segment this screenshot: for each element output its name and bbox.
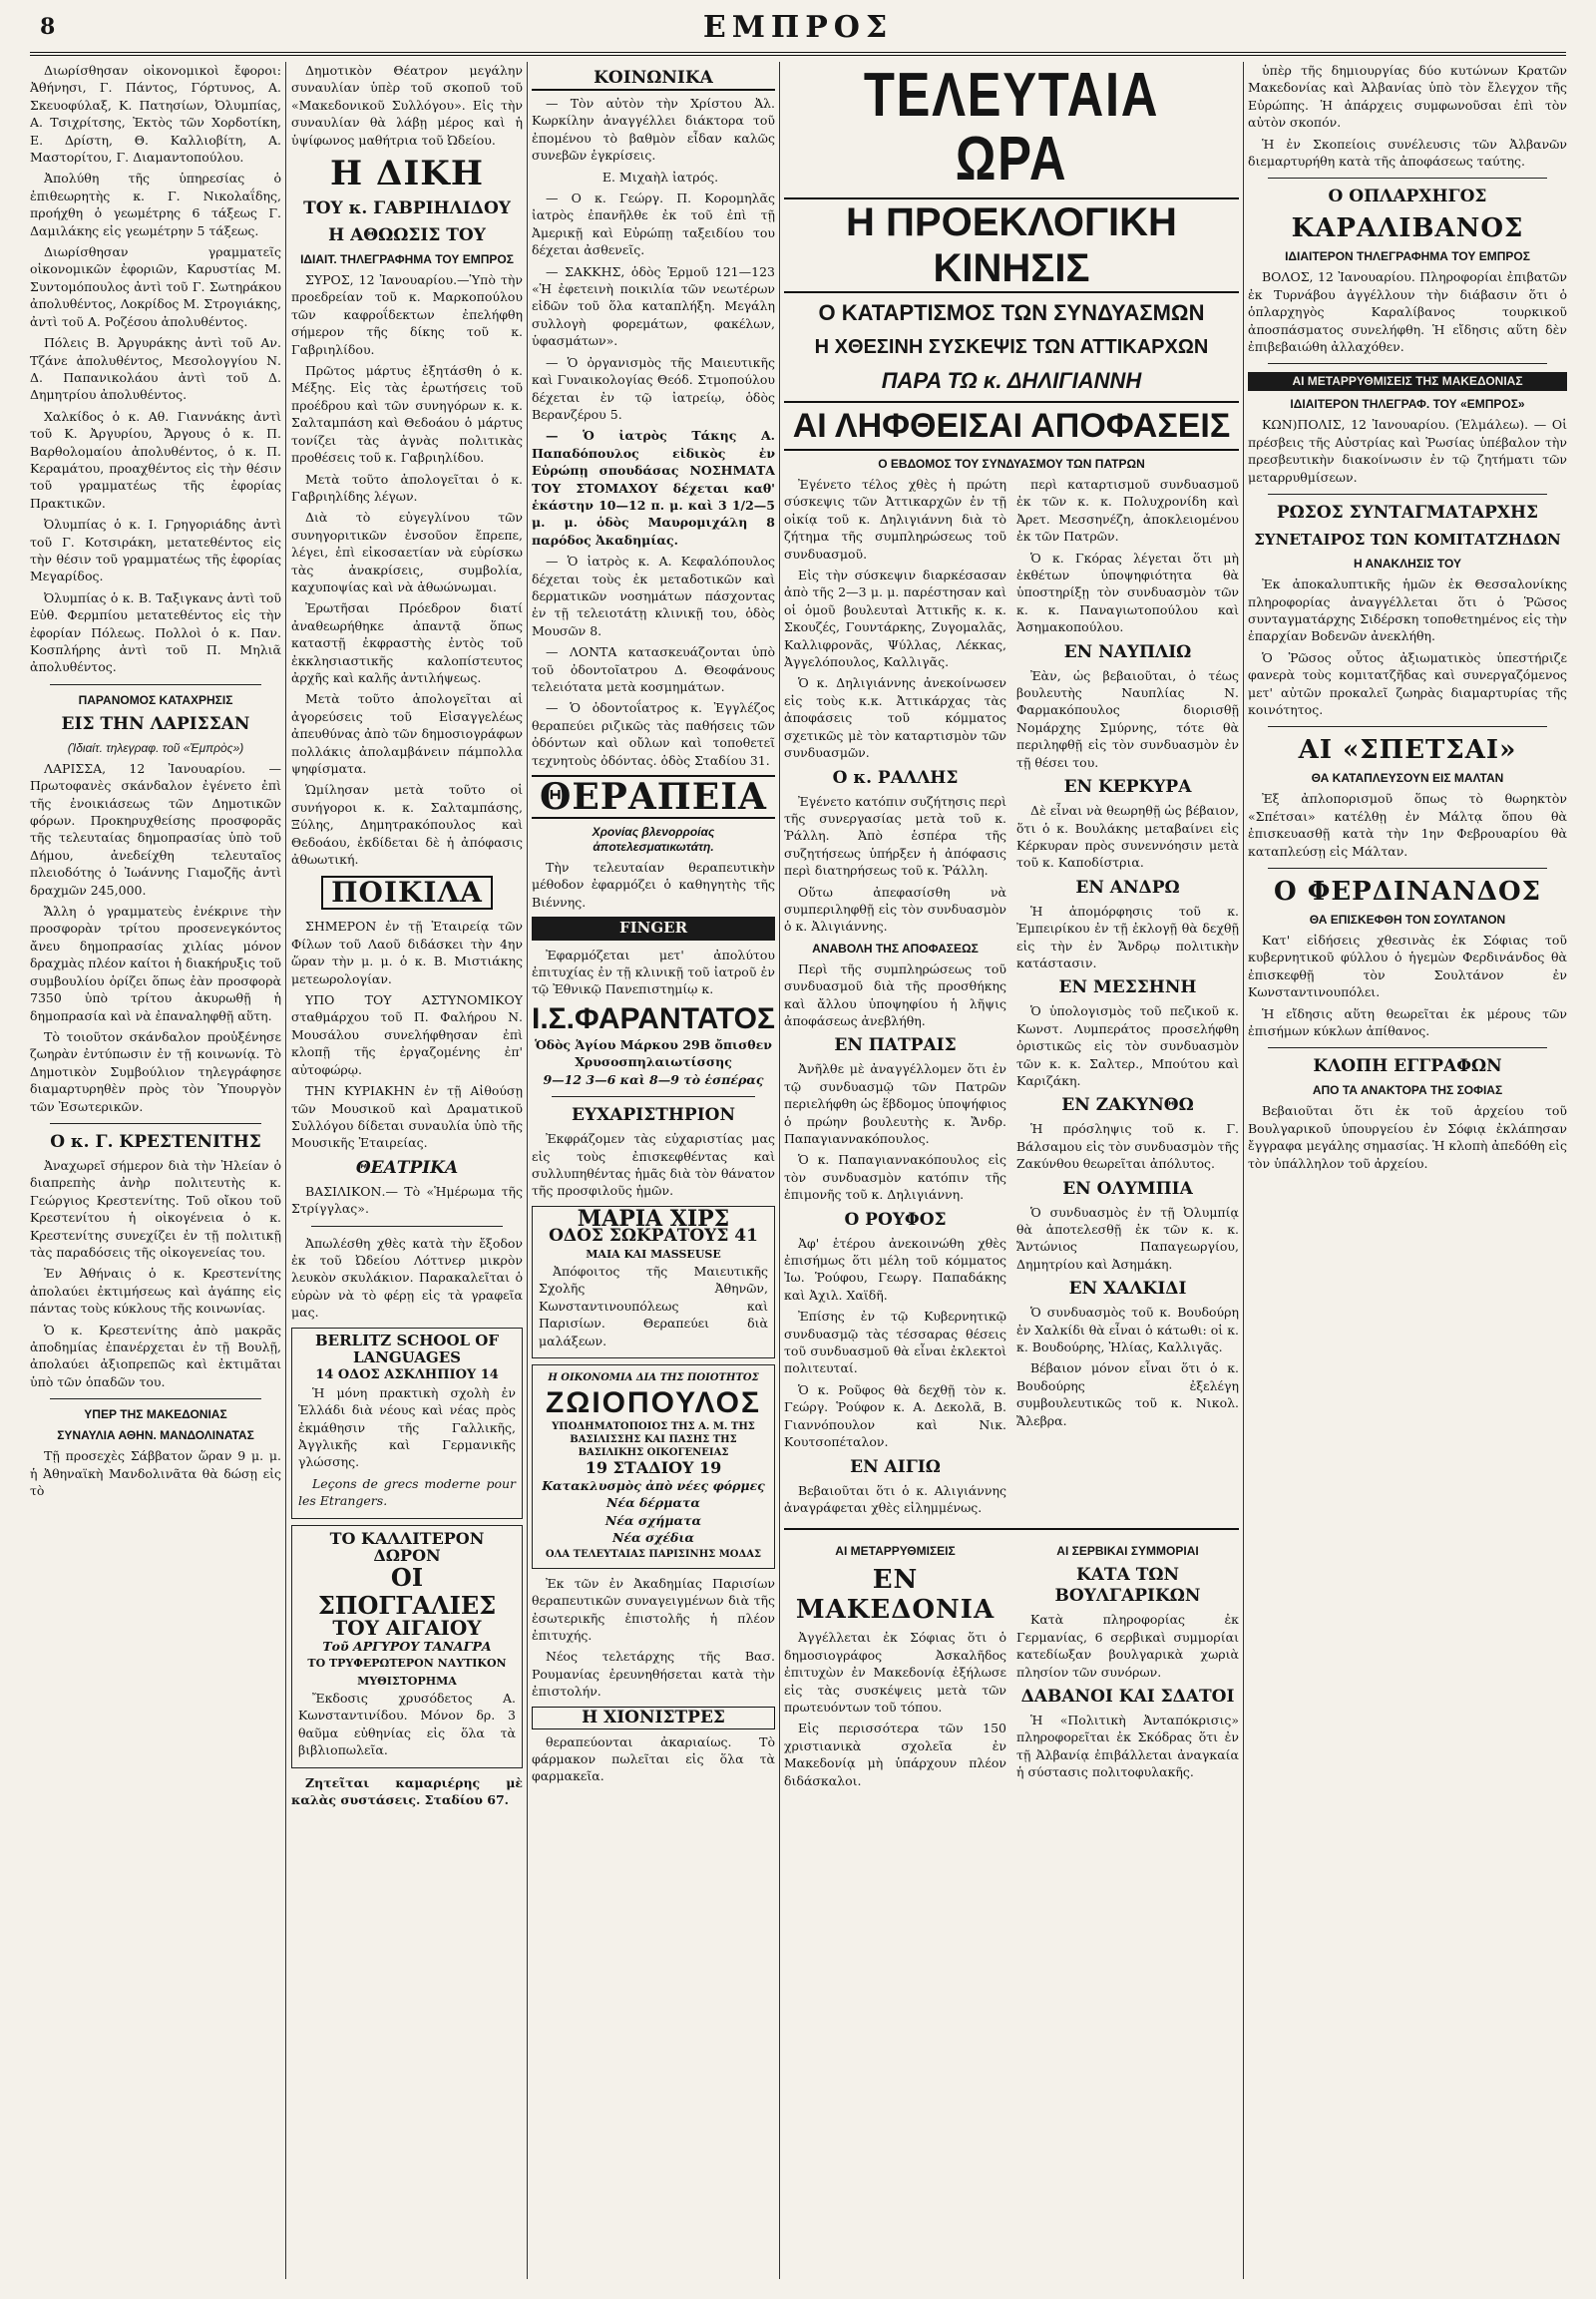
article-paragraph: Τὸ τοιοῦτον σκάνδαλον προὐξένησε ζωηρὰν ἐντύπωσιν ἐν τῇ κοινωνίᾳ. Τὸ Δημοτικὸν Συμβούλιον τηλεγράφησε διαμαρτυρηθὲν πρὸς τὸν Ὑπουργὸν τῶν Ἐσωτερικῶν. [30, 1028, 281, 1114]
dateline: ΙΔΙΑΙΤ. ΤΗΛΕΓΡΑΦΗΜΑ ΤΟΥ ΕΜΠΡΟΣ [300, 252, 514, 267]
headline: Ο ΦΕΡΔΙΝΑΝΔΟΣ [1274, 876, 1541, 907]
article-paragraph: Ἐρωτῆσαι Πρόεδρον διατί ἀναθεωρήθηκε ἀπαντᾷ ὅπως καταστῇ ἐκφραστὴς ἐντὸς τοῦ ἐκκλησιαστικῆς καλοπίστευτος ἀρχῆς καὶ καλῆς ἀντιλήψεως. [291, 600, 523, 685]
divider [50, 1123, 261, 1124]
subheadline: ΑΝΑΒΟΛΗ ΤΗΣ ΑΠΟΦΑΣΕΩΣ [812, 941, 979, 956]
headline: Η ΔΙΚΗ [330, 154, 484, 194]
headline: Ο ΚΑΤΑΡΤΙΣΜΟΣ ΤΩΝ ΣΥΝΔΥΑΣΜΩΝ [818, 300, 1205, 325]
headline: ΑΙ ΣΕΡΒΙΚΑΙ ΣΥΜΜΟΡΙΑΙ [1056, 1544, 1199, 1559]
article-paragraph: ΤΗΝ ΚΥΡΙΑΚΗΝ ἐν τῇ Αἰθούσῃ τῶν Μουσικοῦ καὶ Δραματικοῦ Συλλόγου δίδεται συναυλία ὑπὸ τῆς Μουσικῆς Ἑταιρείας. [291, 1083, 523, 1151]
column-1 [30, 62, 281, 2279]
ad-text: Ἡ μόνη πρακτικὴ σχολὴ ἐν Ἑλλάδι διὰ νέους καὶ νέας πρὸς ἐκμάθησιν τῆς Γαλλικῆς, Ἀγγλικῆς καὶ Γερμανικῆς γλώσσης. [298, 1384, 516, 1470]
article-paragraph: Ἀγγέλλεται ἐκ Σόφιας ὅτι ὁ δημοσιογράφος Ἀσκαλῆδος ἐπιτυχὼν ἐν Μακεδονίᾳ ἐξήλωσε εἰς τὰς συσκέψεις μετὰ τῶν πρωτευόντων τοῦ τόπου. [784, 1630, 1006, 1715]
column-rule [527, 62, 528, 2279]
article-paragraph: Βέβαιον μόνον εἶναι ὅτι ὁ κ. Βουδούρης ἐξελέγη συμβουλευτικῶς τοῦ κ. Νικολ. Ἄλεβρα. [1016, 1360, 1239, 1428]
advertisement-maria-hirs [532, 1206, 775, 1358]
headline: ΑΙ «ΣΠΕΤΣΑΙ» [1298, 735, 1517, 766]
article-paragraph: Δημοτικὸν Θέατρον μεγάλην συναυλίαν ὑπὲρ τοῦ σκοποῦ τοῦ «Μακεδονικοῦ Συλλόγου». Εἰς τὴν συναυλίαν θὰ λάβῃ μέρος καὶ ἡ ὑψίφωνος μαθήτρια τοῦ Ὠδείου. [291, 63, 523, 148]
ad-address: ΟΔΟΣ ΣΩΚΡΑΤΟΥΣ 41 [549, 1226, 758, 1247]
ad-subtitle: MAIA KAI MASSEUSE [586, 1247, 721, 1261]
ad-title: ΤΟ ΚΑΛΛΙΤΕΡΟΝ ΔΩΡΟΝ [329, 1528, 485, 1566]
article-paragraph: Ὁ συνδυασμὸς ἐν τῇ Ὀλυμπίᾳ θὰ ἀποτελεσθῇ ἐκ τῶν κ. κ. Ἄντώνιος Παπαγεωργίου, Δημητρίου καὶ Ἀσημάκη. [1016, 1204, 1239, 1272]
ad-line: ΟΛΑ ΤΕΛΕΥΤΑΙΑΣ ΠΑΡΙΣΙΝΗΣ ΜΟΔΑΣ [545, 1549, 762, 1561]
headline: ΣΥΝΑΥΛΙΑ ΑΘΗΝ. ΜΑΝΔΟΛΙΝΑΤΑΣ [57, 1428, 254, 1443]
article-paragraph: — Τὸν αὐτὸν τὴν Χρίστου Ἀλ. Κωρκίλην ἀναγγέλλει διάκτορα τοῦ ἐπομένου τὸ βαθμὸν εἶδαν καλῶς συνεβῶν ἐγκρίσεις. [532, 96, 775, 164]
ad-title: ΜΑΡΙΑ ΧΙΡΣ [577, 1205, 730, 1232]
ad-line: Νέα σχήματα [604, 1512, 702, 1528]
ad-title: Ι.Σ.ΦΑΡΑΝΤΑΤΟΣ [532, 1001, 775, 1035]
article-paragraph: ΒΟΛΟΣ, 12 Ἰανουαρίου. Πληροφορίαι ἐπιβατῶν ἐκ Τυρνάβου ἀγγέλλουν τὴν διάβασιν ὅτι ὁ ὁπλαρχηγὸς Καραλίβανος τουρκικοῦ ἀποσπάσματος συνελήφθη. Ἡ εἴδησις αὕτη δὲν ἐπιβεβαιώθη ἀλλαχόθεν. [1248, 269, 1567, 355]
article-paragraph: Ὁ συνδυασμὸς τοῦ κ. Βουδούρη ἐν Χαλκίδι θὰ εἶναι ὁ κάτωθι: οἱ κ. κ. Βουδούρης, Ἠλίας, Καλλιγᾶς. [1016, 1305, 1239, 1355]
subheadline: ΕΝ ΖΑΚΥΝΘΩ [1061, 1095, 1194, 1116]
ad-author: Τοῦ ΑΡΓΥΡΟΥ ΤΑΝΑΓΡΑ [322, 1638, 492, 1654]
article-paragraph: Ὁ ὑπολογισμὸς τοῦ πεζικοῦ κ. Κωνστ. Λυμπεράτος προσελήφθη ὀριστικῶς εἰς τὸν συνδυασμὸν τῶν κ. κ. Σαλτερ., Μπούτου καὶ Καριζάκη. [1016, 1003, 1239, 1088]
subheadline: ΕΝ ΜΕΣΣΗΝΗ [1058, 977, 1197, 998]
article-paragraph: Μετὰ τοῦτο ἀπολογεῖται ὁ κ. Γαβριηλίδης λέγων. [291, 471, 523, 504]
article-paragraph: Ὀλυμπίας ὁ κ. Β. Ταξιγκανς ἀντὶ τοῦ Εὐθ. Φερμπίου μετατεθέντος εἰς τὴν ἐφορίαν Πόλεως. Πολλοὶ ὁ κ. Παν. Κοσπλήρης ἀντὶ τοῦ Π. Μηλιᾶ ἀπολυθέντος. [30, 589, 281, 675]
article-paragraph: Ἐὰν, ὡς βεβαιοῦται, ὁ τέως βουλευτὴς Ναυπλίας Ν. Φαρμακόπουλος διορισθῇ Νομάρχης Σμύρνης, τότε θὰ περιληφθῇ εἰς τὸν συνδυασμὸν ἐν τῇ θέσει του. [1016, 667, 1239, 770]
article-paragraph: Ἐξ ἀπλοπορισμοῦ ὅπως τὸ θωρηκτὸν «Σπέτσαι» κατέλθῃ ἐν Μάλτᾳ ὅπου θὰ ἐπισκευασθῇ κατὰ τὴν 1ην Φεβρουαρίου θὰ καταπλεύσῃ εἰς Μάλταν. [1248, 791, 1567, 859]
article-paragraph: Ἡ ἐν Σκοπείοις συνέλευσις τῶν Ἀλβανῶν διεμαρτυρήθη κατὰ τῆς ἀποφάσεως ταύτης. [1248, 136, 1567, 170]
article-paragraph: Ἡ ἀπομόρφησις τοῦ κ. Ἐμπειρίκου ἐν τῇ ἐκλογῇ θὰ δεχθῇ εἰς τὴν ἐν Ἄνδρῳ πολιτικὴν κατάστασιν. [1016, 903, 1239, 970]
ad-line: Κατακλυσμὸς ἀπὸ νέες φόρμες [542, 1477, 765, 1493]
article-paragraph: — Ὁ ἰατρὸς Τάκης Α. Παπαδόπουλος εἰδικὸς ἐν Εὐρώπῃ σπουδάσας ΝΟΣΗΜΑΤΑ ΤΟΥ ΣΤΟΜΑΧΟΥ δέχεται καθ' ἑκάστην 10—12 π. μ. καὶ 3 1/2—5 μ. μ. ὁδὸς Μαυρομιχάλη 8 παρόδος Ἀκαδημίας. [532, 428, 775, 548]
headline: ΕΝ ΜΑΚΕΔΟΝΙΑ [795, 1565, 996, 1626]
subcolumn-right [1016, 1538, 1239, 1793]
article-paragraph: Μετὰ τοῦτο ἀπολογεῖται αἱ ἀγορεύσεις τοῦ Εἰσαγγελέως ἀπευθύνας ἀπὸ τῶν δημοσιογράφων πολλάκις ἀπολαμβάνειν πάμπολλα ψηφίσματα. [291, 691, 523, 776]
article-paragraph: Πρῶτος μάρτυς ἐξητάσθη ὁ κ. Μέξης. Εἰς τὰς ἐρωτήσεις τοῦ προέδρου καὶ τῶν συνηγόρων κ. κ. Σαλταμπάση καὶ Θεδοάου ὁ μάρτυς τονίζει τὰς ἀγνὰς πολιτικὰς προθέσεις τοῦ κ. Γαβριηλίδου. [291, 363, 523, 466]
article-paragraph: Ἐκ ἀποκαλυπτικῆς ἡμῶν ἐκ Θεσσαλονίκης πληροφορίας ἀναγγέλλεται ὅτι ὁ Ῥῶσος συνταγματάρχης Σιδέρσκη τοποθετημένος εἰς τὴν ἐπαρχίαν Βοδενῶν ἀνεκλήθη. [1248, 576, 1567, 644]
headline: ΚΑΤΑ ΤΩΝ ΒΟΥΛΓΑΡΙΚΩΝ [1054, 1565, 1201, 1607]
divider [552, 1096, 755, 1097]
headline: ΣΥΝΕΤΑΙΡΟΣ ΤΩΝ ΚΟΜΙΤΑΤΖΗΔΩΝ [1254, 531, 1561, 550]
section-title: ΚΟΙΝΩΝΙΚΑ [532, 68, 775, 91]
article-paragraph: Ἄλλη ὁ γραμματεὺς ἐνέκρινε τὴν προσφορὰν τρίτου προσενεγκόντος ἄνευ δημοπρασίας χιλίας μόνον δραχμὰς πλέον καίτοι ἡ διακήρυξις τοῦ συμβουλίου ὁρίζει ὅπως ἐὰν προσφορὰ 7350 ὑπὸ τρίτου ἀκυρωθῇ ἡ δημοπρασία καὶ νὰ ἐπαναληφθῇ αὕτη. [30, 904, 281, 1023]
article-paragraph: Ὁ κ. Παπαγιαννακόπουλος εἰς τὸν συνδυασμὸν κατόπιν τῆς ἐπιμονῆς τοῦ κ. Δηλιγιάννη. [784, 1152, 1006, 1203]
headline: ΘΕΑΤΡΙΚΑ [355, 1157, 459, 1178]
ad-subtitle: ΤΟ ΤΡΥΦΕΡΩΤΕΡΟΝ ΝΑΥΤΙΚΟΝ ΜΥΘΙΣΤΟΡΗΜΑ [307, 1657, 507, 1688]
headline: ΚΛΟΠΗ ΕΓΓΡΑΦΩΝ [1313, 1056, 1502, 1077]
article-paragraph: Ἐγένετο κατόπιν συζήτησις περὶ τῆς συνεργασίας μετὰ τοῦ κ. Ῥάλλη. Ἀπὸ ἑσπέρα τῆς συζητήσεως ὑπήρξεν ἡ ἀπόφασις περὶ διατηρήσεως τοῦ κ. Ῥάλλη. [784, 793, 1006, 879]
article-paragraph: Ἀναχωρεῖ σήμερον διὰ τὴν Ἠλείαν ὁ διαπρεπὴς ἀνὴρ πολιτευτὴς κ. Γεώργιος Κρεστενίτης. Τοῦ οἴκου τοῦ Κρεστενίτου ἡ οἰκογένεια ὁ κ. Κρεστενίτης συνεχίζει ἐν τῇ πολιτικῇ τὰς παραδόσεις τῆς οἰκογενείας του. [30, 1157, 281, 1260]
divider [1268, 1047, 1547, 1048]
article-paragraph: Τὴν τελευταίαν θεραπευτικὴν μέθοδον ἐφαρμόζει ὁ καθηγητὴς τῆς Βιέννης. [532, 860, 775, 910]
article-paragraph: Περὶ τῆς συμπληρώσεως τοῦ συνδυασμοῦ διὰ τῆς προσθήκης καὶ ἄλλου ὑποψηφίου ἡ λῆψις ἀποφάσεως ἀνεβλήθη. [784, 960, 1006, 1028]
subheadline: ΘΑ ΕΠΙΣΚΕΦΘΗ ΤΟΝ ΣΟΥΛΤΑΝΟΝ [1309, 912, 1506, 927]
article-paragraph: Βεβαιοῦται ὅτι ἐκ τοῦ ἀρχείου τοῦ Βουλγαρικοῦ ὑπουργείου ἐν Σόφιᾳ ἐκλάπησαν ἔγγραφα μεγάλης σημασίας. Ἡ κλοπὴ ἀπεδόθη εἰς τὸν ὑπάλληλον τοῦ ἀρχείου. [1248, 1103, 1567, 1171]
article-paragraph: Ὀλυμπίας ὁ κ. Ι. Γρηγοριάδης ἀντὶ τοῦ Γ. Κοτσιράκη, μετατεθέντος εἰς τὴν θέσιν τοῦ γραμματέως τῆς ἐφορίας Μεγαρίδος. [30, 517, 281, 584]
ad-banner: FINGER [532, 917, 775, 940]
article-paragraph: θεραπεύονται ἀκαριαίως. Τὸ φάρμακον πωλεῖται εἰς ὅλα τὰ φαρμακεῖα. [532, 1733, 775, 1784]
article-paragraph: Ἐφαρμόζεται μετ' ἀπολύτου ἐπιτυχίας ἐν τῇ κλινικῇ τοῦ ἰατροῦ ἐν τῷ Ἐθνικῷ Πανεπιστημίῳ κ. [532, 947, 775, 997]
headline: ΠΑΡΑΝΟΜΟΣ ΚΑΤΑΧΡΗΣΙΣ [78, 692, 233, 707]
divider [1268, 494, 1547, 495]
article-paragraph: — ΣΑΚΚΗΣ, ὁδὸς Ἑρμοῦ 121—123 «Ἡ ἐφετεινὴ ποικιλία τῶν νεωτέρων εἰδῶν τοῦ ὅλα καταπλήξη. Μεγάλη συλλογὴ φορεμάτων, φακέλων, ὑφασμάτων». [532, 263, 775, 349]
subcolumn-right [1016, 476, 1239, 1520]
subheadline: ΘΑ ΚΑΤΑΠΛΕΥΣΟΥΝ ΕΙΣ ΜΑΛΤΑΝ [1311, 771, 1504, 786]
section-title: ΤΕΛΕΥΤΑΙΑ ΩΡΑ [863, 62, 1160, 193]
article-paragraph: ΣΗΜΕΡΟΝ ἐν τῇ Ἑταιρείᾳ τῶν Φίλων τοῦ Λαοῦ διδάσκει τὴν 4ην ὥραν τὴν μ. μ. ὁ κ. Β. Μιστιάκης μετεωρολογίαν. [291, 919, 523, 986]
advertisement-zoiopoulos [532, 1364, 775, 1569]
divider [1268, 726, 1547, 727]
column-5 [1248, 62, 1567, 2279]
divider [1268, 178, 1547, 179]
article-paragraph: — Ο κ. Γεώργ. Π. Κορομηλᾶς ἰατρὸς ἐπανῆλθε ἐκ τοῦ ἐπὶ τῇ Ἀμερικῇ καὶ Εὐρώπῃ ταξειδίου του δέχεται ἀσθενεῖς. [532, 191, 775, 258]
headline: ΕΥΧΑΡΙΣΤΗΡΙΟΝ [571, 1105, 736, 1126]
subheadline: Η ΑΝΑΚΛΗΣΙΣ ΤΟΥ [1353, 557, 1462, 572]
article-paragraph: Εἰς τὴν σύσκεψιν διαρκέσασαν ἀπὸ τῆς 2—3 μ. μ. παρέστησαν καὶ οἱ ὁμοῦ βουλευταὶ Ἀττικῆς κ. κ. Σκουζές, Γουντάρκης, Ζυγομαλᾶς, Καλλιφρονᾶς, Ψύλλας, Λέκκας, Ἀγγελόπουλος, Καλλιγᾶς. [784, 568, 1006, 670]
advertisement-berlitz [291, 1328, 523, 1519]
column-3 [532, 62, 775, 2279]
ad-slogan: Η ΟΙΚΟΝΟΜΙΑ ΔΙΑ ΤΗΣ ΠΟΙΟΤΗΤΟΣ [548, 1371, 759, 1383]
dateline: (Ἰδιαίτ. τηλεγραφ. τοῦ «Ἐμπρὸς») [67, 740, 244, 755]
divider [784, 1528, 1239, 1530]
ad-address: Ὁδὸς Ἁγίου Μάρκου 29Β ὄπισθεν Χρυσοσπηλαιωτίσσης [535, 1036, 772, 1070]
article-paragraph: Δὲ εἶναι νὰ θεωρηθῇ ὡς βέβαιον, ὅτι ὁ κ. Βουλάκης μεταβαίνει εἰς Κέρκυραν πρὸς συνεννόησιν μετὰ τοῦ κ. Καποδίστρια. [1016, 803, 1239, 871]
subheadline: ΕΝ ΧΑΛΚΙΔΙ [1068, 1279, 1187, 1300]
ad-address: 19 ΣΤΑΔΙΟΥ 19 [585, 1458, 722, 1478]
column-rule [779, 62, 780, 2279]
ad-text: Ἔκδοσις χρυσόδετος Α. Κωνσταντινίδου. Μόνον δρ. 3 θαῦμα εὐθηνίας εἰς ὅλα τὰ βιβλιοπωλεῖα. [298, 1691, 516, 1758]
two-column-body-lower [784, 1538, 1239, 1793]
ad-title: ΤΟΥ ΑΙΓΑΙΟΥ [332, 1616, 482, 1641]
subheadline: ΕΝ ΟΛΥΜΠΙΑ [1062, 1178, 1193, 1199]
headline: Η ΑΘΩΩΣΙΣ ΤΟΥ [328, 225, 486, 246]
ad-text: Leçons de grecs moderne pour les Etrangers. [298, 1475, 516, 1509]
headline: ΔΑΒΑΝΟΙ ΚΑΙ ΣΔΑΤΟΙ [1020, 1686, 1235, 1707]
article-paragraph: Κατὰ πληροφορίας ἐκ Γερμανίας, 6 σερβικαὶ συμμορίαι κατεδίωξαν βουλγαρικὰ χωριὰ πλησίον τῶν συνόρων. [1016, 1612, 1239, 1680]
column-rule [285, 62, 286, 2279]
ad-subtitle: ΥΠΟΔΗΜΑΤΟΠΟΙΟΣ ΤΗΣ Α. Μ. ΤΗΣ ΒΑΣΙΛΙΣΣΗΣ ΚΑΙ ΠΑΣΗΣ ΤΗΣ ΒΑΣΙΛΙΚΗΣ ΟΙΚΟΓΕΝΕΙΑΣ [552, 1421, 755, 1459]
article-paragraph: Ὁ κ. Δηλιγιάννης ἀνεκοίνωσεν εἰς τοὺς κ.κ. Ἀττικάρχας τὰς ἀποφάσεις τοῦ κόμματος σχετικῶς μὲ τὸν καταρτισμὸν τῶν συνδυασμῶν. [784, 675, 1006, 761]
headline: ΑΙ ΜΕΤΑΡΡΥΘΜΙΣΕΙΣ ΤΗΣ ΜΑΚΕΔΟΝΙΑΣ [1248, 372, 1567, 391]
subheadline: ΕΝ ΚΕΡΚΥΡΑ [1063, 777, 1192, 798]
headline: ΕΙΣ ΤΗΝ ΛΑΡΙΣΣΑΝ [61, 713, 250, 734]
article-paragraph: Ἐν Ἀθήναις ὁ κ. Κρεστενίτης ἀπολαύει ἐκτιμήσεως καὶ ἀγάπης εἰς πάντας τοὺς κύκλους τῆς κοινωνίας. [30, 1266, 281, 1317]
article-paragraph: Ἀπωλέσθη χθὲς κατὰ τὴν ἔξοδον ἐκ τοῦ Ὠδείου Λόττνερ μικρὸν λευκὸν σκυλάκιον. Παρακαλεῖται ὁ εὑρὼν νὰ τὸ φέρῃ εἰς τὰ γραφεῖα μας. [291, 1235, 523, 1321]
subheadline: Ο ΡΟΥΦΟΣ [844, 1209, 947, 1230]
subcolumn-left [784, 1538, 1006, 1793]
advertisement-book [291, 1525, 523, 1768]
subheadline: ΕΝ ΠΑΤΡΑΙΣ [834, 1035, 957, 1056]
article-paragraph: Ὁ κ. Ροῦφος θὰ δεχθῇ τὸν κ. Γεώργ. Ῥούφον κ. Α. Δεκολᾶ, Β. Γιαννόπουλον καὶ Νικ. Κουτσοπέταλον. [784, 1381, 1006, 1450]
article-paragraph: Κατ' εἰδήσεις χθεσινὰς ἐκ Σόφιας τοῦ κυβερνητικοῦ φύλλου ὁ ἡγεμὼν Φερδινάνδος θὰ ἐπισκεφθῇ τὸν Σουλτάνον ἐν Κωνσταντινουπόλει. [1248, 932, 1567, 1000]
ad-line: Νέα δέρματα [605, 1495, 701, 1511]
divider [1268, 868, 1547, 869]
article-paragraph: ὑπὲρ τῆς δημιουργίας δύο κυτώνων Κρατῶν Μακεδονίας καὶ Ἀλβανίας ὑπὸ τὸν ἔλεγχον τῆς Εὐρώπης. Ἡ ἀπάρχεις συμφωνοῦσαι ἐπὶ τὸν αὐτὸν σκοπόν. [1248, 63, 1567, 131]
headline: ΠΑΡΑ ΤΩ κ. ΔΗΛΙΓΙΑΝΝΗ [881, 368, 1142, 393]
article-paragraph: ΣΥΡΟΣ, 12 Ἰανουαρίου.—Ὑπὸ τὴν προεδρείαν τοῦ κ. Μαρκοπούλου τῶν καφροΐδεκτων ἐπελήφθη σήμερον τῆς δίκης τοῦ κ. Γαβριηλίδου. [291, 272, 523, 357]
article-paragraph: Οὕτω ἀπεφασίσθη νὰ συμπεριληφθῇ εἰς τὸν συνδυασμὸν ὁ κ. Ἀλιγιάννης. [784, 884, 1006, 935]
headline: ΚΑΡΑΛΙΒΑΝΟΣ [1291, 213, 1524, 244]
subheadline: ΕΝ ΑΝΔΡΩ [1075, 877, 1180, 898]
ad-line: Νέα σχέδια [611, 1530, 695, 1545]
article-paragraph: Ἀπολύθη τῆς ὑπηρεσίας ὁ ἐπιθεωρητὴς κ. Γ. Νικολαΐδης, προήχθη ὁ γεωμέτρης 6 τάξεως Γ. Δαμιλάκης εἰς γεωμέτρην 5 τάξεως. [30, 171, 281, 238]
ad-title: BERLITZ SCHOOL OF LANGUAGES [314, 1331, 500, 1366]
classified: Ζητεῖται καμαριέρης μὲ καλὰς συστάσεις. Σταδίου 67. [291, 1774, 523, 1808]
article-paragraph: Νέος τελετάρχης τῆς Βασ. Ρουμανίας ἐρευνηθήσεται κατὰ τὴν ἐπιστολήν. [532, 1649, 775, 1700]
subheadline: Χρονίας βλενορροίας ἀποτελεσματικωτάτη. [592, 825, 715, 855]
article-paragraph: Εἰς περισσότερα τῶν 150 χριστιανικὰ σχολεῖα ἐν Μακεδονίᾳ μὴ ὑπάρχουν πλέον διδάσκαλοι. [784, 1721, 1006, 1788]
headline: ΥΠΕΡ ΤΗΣ ΜΑΚΕΔΟΝΙΑΣ [84, 1407, 227, 1422]
ad-title: ΖΩΙΟΠΟΥΛΟΣ [545, 1386, 762, 1420]
divider [1268, 363, 1547, 364]
subcolumn-left [784, 476, 1006, 1520]
ad-hours: 9—12 3—6 καὶ 8—9 τὸ ἑσπέρας [543, 1071, 764, 1087]
article-paragraph: Χαλκίδος ὁ κ. Αθ. Γιαννάκης ἀντὶ τοῦ Κ. Ἀργυρίου, Ἄργους ὁ κ. Π. Βαρθολομαίου ἀπολυθέντος, ὁ κ. Π. Κεραμάτου, προαχθέντος εἰς τὴν θέσιν τοῦ γραμματέως τῆς ἐφορίας Πρακτικῶν. [30, 408, 281, 511]
subheadline: ΕΝ ΑΙΓΙΩ [850, 1456, 941, 1477]
divider [311, 1226, 503, 1227]
dateline: ΙΔΙΑΙΤΕΡΟΝ ΤΗΛΕΓΡΑΦΗΜΑ ΤΟΥ ΕΜΠΡΟΣ [1285, 249, 1530, 264]
masthead: ΕΜΠΡΟΣ [702, 10, 894, 45]
headline: Η ΧΙΟΝΙΣΤΡΕΣ [532, 1707, 775, 1729]
article-paragraph: Βεβαιοῦται ὅτι ὁ κ. Αλιγιάννης ἀναγράφεται χθὲς εἰλημμένως. [784, 1482, 1006, 1515]
article-paragraph: Διὰ τὸ εὐγεγλίνου τῶν συνηγοριτικῶν ἐνσοῦον ἔπρεπε, λέγει, ἐπὶ εἰκοσαετίαν νὰ εὑρίσκω τὰς ἀνακρίσεις, συμβολία, καχυποψίας καὶ νὰ ἀθωώνωμαι. [291, 510, 523, 594]
column-2 [291, 62, 523, 2279]
divider [50, 684, 261, 685]
subheadline: ΑΠΟ ΤΑ ΑΝΑΚΤΟΡΑ ΤΗΣ ΣΟΦΙΑΣ [1312, 1083, 1503, 1098]
ad-title: ΟΙ ΣΠΟΓΓΑΛΙΕΣ [317, 1563, 497, 1621]
headline: ΠΟΙΚΙΛΑ [321, 876, 493, 910]
article-paragraph: — Ὁ ὀδοντοΐατρος κ. Ἐγγλέζος θεραπεύει ριζικῶς τὰς παθήσεις τῶν ὀδόντων καὶ οὔλων καὶ τοποθετεῖ τεχνητοὺς ὀδόντας. ὁδὸς Σταδίου 31. [532, 700, 775, 768]
top-rule [30, 52, 1566, 56]
subheadline: Ο κ. ΡΑΛΛΗΣ [832, 767, 959, 788]
headline: Η ΠΡΟΕΚΛΟΓΙΚΗ ΚΙΝΗΣΙΣ [784, 197, 1239, 293]
headline: Ο ΟΠΛΑΡΧΗΓΟΣ [1328, 187, 1487, 207]
article-paragraph: Πόλεις Β. Ἀργυράκης ἀντὶ τοῦ Αν. Τζάνε ἀπολυθέντος, Μεσολογγίου Ν. Δ. Παπανικολάου ἀντὶ τοῦ Δ. Δημητρίου ἀπολυθέντος. [30, 335, 281, 403]
article-paragraph: Ἐκ τῶν ἐν Ἀκαδημίας Παρισίων θεραπευτικῶν συναγειγμένων διὰ τῆς ἐσωτερικῆς ἐπιστολῆς ἡ πλέον ἐπιτυχής. [532, 1575, 775, 1644]
article-paragraph: — Ὁ ἰατρὸς κ. Α. Κεφαλόπουλος δέχεται τοὺς ἐκ μεταδοτικῶν καὶ δερματικῶν νοσημάτων πάσχοντας ἐν τῇ τελειοτάτῃ κλινικῇ του, ὁδὸς Μουσῶν 8. [532, 554, 775, 638]
ad-subtitle: 14 ΟΔΟΣ ΑΣΚΛΗΠΙΟΥ 14 [315, 1367, 499, 1383]
article-paragraph: Ὁ κ. Γκόρας λέγεται ὅτι μὴ ἐκθέτων ὑποψηφιότητα θὰ ὑποστηρίξῃ τὸν συνδυασμὸν τῶν κ. κ. Παναγιωτοπούλου καὶ Ἀσημακοπούλου. [1016, 550, 1239, 635]
headline: ΡΩΣΟΣ ΣΥΝΤΑΓΜΑΤΑΡΧΗΣ [1276, 503, 1539, 524]
article-paragraph: Τῇ προσεχὲς Σάββατον ὥραν 9 μ. μ. ἡ Ἀθηναϊκὴ Μανδολινᾶτα θὰ δώσῃ εἰς τὸ [30, 1448, 281, 1499]
page-number: 8 [40, 14, 56, 40]
article-paragraph: Ἡ πρόσληψις τοῦ κ. Γ. Βάλσαμου εἰς τὸν συνδυασμὸν τῆς Ζακύνθου θεωρεῖται ἀπόλυτος. [1016, 1121, 1239, 1172]
article-paragraph: Ἡ εἴδησις αὕτη θεωρεῖται ἐκ μέρους τῶν ἐπισήμων κύκλων ἀπίθανος. [1248, 1005, 1567, 1038]
article-paragraph: ΚΩΝ)ΠΟΛΙΣ, 12 Ἰανουαρίου. (Ἑλμάλεω). — Οἱ πρέσβεις τῆς Αὐστρίας καὶ Ῥωσίας ὑπέβαλον τὴν πρεσβευτικὴν διακοίνωσιν ἐν τῷ ζητήματι τῶν μεταρρυθμίσεων. [1248, 417, 1567, 485]
two-column-body [784, 476, 1239, 1520]
headline: Η ΧΘΕΣΙΝΗ ΣΥΣΚΕΨΙΣ ΤΩΝ ΑΤΤΙΚΑΡΧΩΝ [814, 336, 1209, 358]
article-paragraph: ΥΠΟ ΤΟΥ ΑΣΤΥΝΟΜΙΚΟΥ σταθμάρχου τοῦ Π. Φαλήρου Ν. Μουσάλου συνελήφθησαν ἐπὶ κλοπῇ τῆς ἐργαζομένης ἐπ' αὐτοφώρῳ. [291, 992, 523, 1077]
article-paragraph: Ἐγένετο τέλος χθὲς ἡ πρώτη σύσκεψις τῶν Ἀττικαρχῶν ἐν τῇ οἰκίᾳ τοῦ κ. Δηλιγιάννη διὰ τὸ ζήτημα τῆς συμπληρώσεως τοῦ συνδυασμοῦ. [784, 477, 1006, 562]
column-rule [1243, 62, 1244, 2279]
article-paragraph: Διωρίσθησαν οἰκονομικοὶ ἔφοροι: Ἀθήνησι, Γ. Πάντος, Γόρτυνος, Α. Σκευοφύλαξ, Κ. Πατησίων, Ὀλυμπίας, Α. Τσιχρίτσης, Ἐκτὸς τῶν Χορδοτίκη, Ε. Δρίστη, Θ. Καλλιοβίτη, Α. Μαστορίτου, Γ. Διαμαντοπούλου. [30, 63, 281, 166]
headline: ΑΙ ΜΕΤΑΡΡΥΘΜΙΣΕΙΣ [835, 1544, 956, 1559]
last-hour-section [784, 62, 1239, 2279]
headline: ΤΟΥ κ. ΓΑΒΡΙΗΛΙΔΟΥ [303, 198, 511, 219]
article-paragraph: Ὁ κ. Κρεστενίτης ἀπὸ μακρᾶς ἀποδημίας ἐπανέρχεται ἐν τῇ Βουλῇ, ἀπολαύει ἀξιοπρεπῶς καὶ ἐκτιμᾶται ὑπὸ τῶν ὁπαδῶν του. [30, 1322, 281, 1389]
article-paragraph: Ἐκφράζομεν τὰς εὐχαριστίας μας εἰς τοὺς ἐπισκεφθέντας καὶ συλλυπηθέντας ἡμᾶς διὰ τὸν θάνατον τῆς προσφιλοῦς ἡμῶν. [532, 1131, 775, 1199]
article-paragraph: Ἡ «Πολιτικὴ Ἀνταπόκρισις» πληροφορεῖται ἐκ Σκόδρας ὅτι ἐν τῇ Ἀλβανίᾳ ἐπιβάλλεται ἀναγκαία ἡ σύστασις πολιτοφυλακῆς. [1016, 1712, 1239, 1780]
ad-text: Ἀπόφοιτος τῆς Μαιευτικῆς Σχολῆς Ἀθηνῶν, Κωνσταντινουπόλεως καὶ Παρισίων. Θεραπεύει διὰ μαλάξεων. [539, 1263, 768, 1348]
subheadline: ΕΝ ΝΑΥΠΛΙΩ [1063, 641, 1192, 662]
article-paragraph: — Ὁ ὀργανισμὸς τῆς Μαιευτικῆς καὶ Γυναικολογίας Θεόδ. Στμοπούλου δέχεται ἐν τῷ ἰατρείῳ, ὁδὸς Βερανζέρου 5. [532, 354, 775, 422]
article-paragraph: Ἀφ' ἑτέρου ἀνεκοινώθη χθὲς ἐπισήμως ὅτι μέλη τοῦ κόμματος Ἰω. Ῥούφου, Γεωργ. Παπαδάκης καὶ Ἀχιλ. Χαϊδῆ. [784, 1235, 1006, 1303]
dateline: ΙΔΙΑΙΤΕΡΟΝ ΤΗΛΕΓΡΑΦ. ΤΟΥ «ΕΜΠΡΟΣ» [1290, 397, 1525, 412]
article-paragraph: — ΛΟΝΤΑ κατασκευάζονται ὑπὸ τοῦ ὀδοντοῖατρου Δ. Θεοφάνους τελειότατα μετὰ κοσμημάτων. [532, 644, 775, 694]
divider [50, 1398, 261, 1399]
subheadline: Ο ΕΒΔΟΜΟΣ ΤΟΥ ΣΥΝΔΥΑΣΜΟΥ ΤΩΝ ΠΑΤΡΩΝ [878, 457, 1145, 471]
article-paragraph: Ἐπίσης ἐν τῷ Κυβερνητικῷ συνδυασμῷ τὰς τέσσαρας θέσεις τοῦ συνδυασμοῦ θὰ εἶναι ἐκλεκτοὶ πολιτευταί. [784, 1309, 1006, 1376]
article-paragraph: Διωρίσθησαν γραμματεῖς οἰκονομικῶν ἐφοριῶν, Καρυστίας Μ. Συντομόπουλος ἀντὶ τοῦ Γ. Σωτηράκου ἀπολυθέντος, Λοκρίδος Μ. Στρογιάκης, ἀντὶ τοῦ Α. Ροζέσου ἀπολυθέντος. [30, 244, 281, 329]
signature: Ε. Μιχαὴλ ἰατρός. [601, 169, 719, 185]
article-paragraph: Ὡμίλησαν μετὰ τοῦτο οἱ συνήγοροι κ. κ. Σαλταμπάσης, Ξύλης, Δημητρακόπουλος καὶ Θεδοάου, ἐκδίδεται δὲ ἡ ἀπόφασις ἀθωωτική. [291, 782, 523, 868]
article-paragraph: Ὁ Ῥῶσος οὗτος ἀξιωματικὸς ὑπεστήριζε φανερὰ τοὺς κομιτατζῆδας καὶ συνεργαζόμενος μετ' αὐτῶν προκαλεῖ ζωηρὰς διαμαρτυρίας τῆς κοινότητος. [1248, 649, 1567, 717]
article-paragraph: ΒΑΣΙΛΙΚΟΝ.— Τὸ «Ἡμέρωμα τῆς Στρίγγλας». [291, 1183, 523, 1217]
headline: ΑΙ ΛΗΦΘΕΙΣΑΙ ΑΠΟΦΑΣΕΙΣ [784, 401, 1239, 451]
article-paragraph: ΛΑΡΙΣΣΑ, 12 Ἰανουαρίου. — Πρωτοφανὲς σκάνδαλον ἐγένετο ἐπὶ τῆς ἐνοικιάσεως τῶν Δημοτικῶν φόρων. Προκηρυχθείσης προσφορᾶς τῆς τελευταίας δημοπρασίας ὑπὸ τοῦ Δήμου, ἀνεδείχθη τελευταῖος πλειοδότης ὁ Ἰωάννης Γιαμοζῆς ἀντὶ δραχμῶν 245,000. [30, 760, 281, 898]
headline: Ο κ. Γ. ΚΡΕΣΤΕΝΙΤΗΣ [50, 1131, 261, 1152]
headline: ΘΕΡΑΠΕΙΑ [532, 775, 775, 819]
article-paragraph: Ἀνῆλθε μὲ ἀναγγέλλομεν ὅτι ἐν τῷ συνδυασμῷ τῶν Πατρῶν περιελήφθη ὡς ἕβδομος ὑποψήφιος ὁ πρώην βουλευτὴς κ. Ἄνδρ. Παπαγιαννακόπουλος. [784, 1061, 1006, 1146]
article-paragraph: περὶ καταρτισμοῦ συνδυασμοῦ ἐκ τῶν κ. κ. Πολυχρονίδη καὶ Ἀρετ. Μεσσηνέζη, ἀποκλειομένου ἐκ τῶν Πατρῶν. [1016, 477, 1239, 545]
